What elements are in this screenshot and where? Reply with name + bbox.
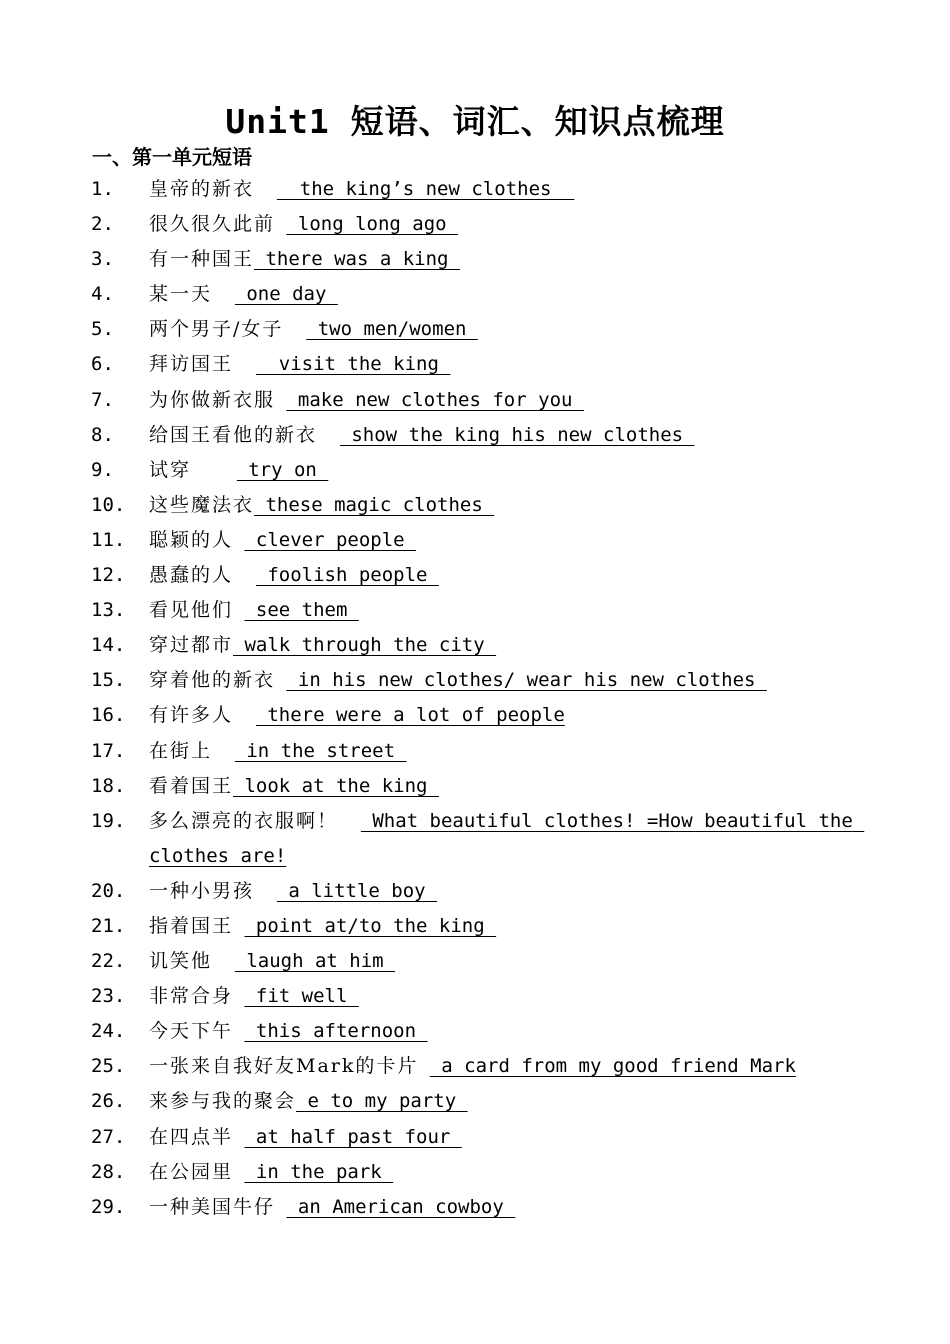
english-answer: there were a lot of people — [255, 704, 565, 727]
english-answer: at half past four — [244, 1125, 462, 1148]
spacer — [275, 1196, 286, 1218]
english-answer: point at/to the king — [244, 914, 497, 937]
item-number: 28. — [91, 1160, 126, 1183]
chinese-phrase: 在公园里 — [149, 1160, 234, 1183]
item-number: 8. — [91, 423, 114, 446]
item-number: 29. — [91, 1195, 126, 1218]
chinese-phrase: 多么漂亮的衣服啊！ — [149, 809, 339, 832]
list-item — [0, 979, 950, 1014]
english-answer: see them — [244, 599, 359, 622]
item-body — [149, 242, 869, 277]
item-body — [149, 734, 869, 769]
chinese-phrase: 有许多人 — [149, 704, 234, 727]
item-body — [149, 1014, 869, 1049]
item-body — [149, 1049, 869, 1084]
spacer — [233, 704, 256, 726]
item-body — [149, 207, 869, 242]
item-number: 7. — [91, 388, 114, 411]
item-number: 10. — [91, 493, 126, 516]
item-number: 20. — [91, 879, 126, 902]
spacer — [212, 950, 235, 972]
item-body — [149, 1084, 869, 1119]
english-answer: this afternoon — [244, 1020, 428, 1043]
spacer — [338, 810, 361, 832]
english-answer: foolish people — [255, 564, 439, 587]
spacer — [418, 1055, 429, 1077]
item-number: 4. — [91, 283, 114, 306]
english-answer: visit the king — [255, 353, 451, 376]
item-number: 23. — [91, 985, 126, 1008]
chinese-phrase: 为你做新衣服 — [149, 388, 276, 411]
item-body — [149, 944, 869, 979]
list-item — [0, 804, 950, 874]
chinese-phrase: 今天下午 — [149, 1020, 234, 1043]
chinese-phrase: 愚蠢的人 — [149, 564, 234, 587]
item-body — [149, 347, 869, 382]
list-item — [0, 453, 950, 488]
list-item — [0, 663, 950, 698]
item-number: 27. — [91, 1125, 126, 1148]
list-item — [0, 312, 950, 347]
list-item — [0, 418, 950, 453]
item-number: 18. — [91, 774, 126, 797]
chinese-phrase: 在四点半 — [149, 1125, 234, 1148]
english-answer: the king’s new clothes — [276, 178, 575, 200]
chinese-phrase: 指着国王 — [149, 914, 234, 937]
list-item — [0, 277, 950, 312]
list-item — [0, 347, 950, 382]
item-body — [149, 418, 869, 453]
item-body — [149, 979, 869, 1014]
spacer — [233, 599, 244, 621]
chinese-phrase: 穿着他的新衣 — [149, 669, 276, 692]
chinese-phrase: 穿过都市 — [149, 634, 234, 657]
list-item — [0, 874, 950, 909]
english-answer: make new clothes for you — [286, 388, 584, 411]
section-heading: 一、第一单元短语 — [92, 145, 252, 169]
spacer — [212, 283, 235, 305]
item-number: 21. — [91, 914, 126, 937]
phrase-list — [0, 172, 950, 1225]
chinese-phrase: 非常合身 — [149, 985, 234, 1008]
spacer — [233, 564, 256, 586]
item-number: 19. — [91, 809, 126, 832]
item-body — [149, 383, 869, 418]
spacer — [233, 915, 244, 937]
chinese-phrase: 在街上 — [149, 739, 213, 762]
chinese-phrase: 这些魔法衣 — [149, 493, 255, 516]
spacer — [275, 213, 286, 235]
english-answer: these magic clothes — [254, 493, 495, 516]
list-item — [0, 909, 950, 944]
item-body — [149, 1190, 869, 1225]
list-item — [0, 523, 950, 558]
english-answer: two men/women — [306, 318, 478, 341]
chinese-phrase: 有一种国王 — [149, 248, 255, 271]
item-number: 2. — [91, 213, 114, 236]
english-answer: look at the king — [233, 774, 439, 797]
item-number: 17. — [91, 739, 126, 762]
chinese-phrase: 讥笑他 — [149, 950, 213, 973]
item-body — [149, 488, 869, 523]
item-number: 13. — [91, 599, 126, 622]
english-answer: fit well — [244, 985, 359, 1008]
english-answer: try on — [236, 458, 329, 481]
item-number: 11. — [91, 528, 126, 551]
item-number: 6. — [91, 353, 114, 376]
item-number: 3. — [91, 248, 114, 271]
list-item — [0, 593, 950, 628]
spacer — [254, 880, 277, 902]
spacer — [233, 529, 244, 551]
english-answer: in the street — [234, 739, 407, 762]
english-answer: What beautiful clothes! =How beautiful the clothes are! — [149, 809, 865, 867]
chinese-phrase: 一张来自我好友Mark的卡片 — [149, 1055, 419, 1078]
item-number: 25. — [91, 1055, 126, 1078]
item-body — [149, 909, 869, 944]
spacer — [254, 178, 277, 200]
list-item — [0, 1120, 950, 1155]
chinese-phrase: 拜访国王 — [149, 353, 234, 376]
item-body — [149, 558, 869, 593]
chinese-phrase: 一种美国牛仔 — [149, 1195, 276, 1218]
spacer — [275, 669, 286, 691]
chinese-phrase: 皇帝的新衣 — [149, 178, 255, 200]
english-answer: e to my party — [296, 1090, 468, 1113]
list-item — [0, 698, 950, 733]
chinese-phrase: 某一天 — [149, 283, 213, 306]
list-item — [0, 558, 950, 593]
list-item — [0, 242, 950, 277]
item-body — [149, 453, 869, 488]
spacer — [283, 318, 306, 340]
spacer — [233, 1020, 244, 1042]
item-number: 5. — [91, 318, 114, 341]
list-item — [0, 628, 950, 663]
list-item — [0, 172, 950, 207]
item-number: 26. — [91, 1090, 126, 1113]
item-number: 12. — [91, 564, 126, 587]
english-answer: in the park — [244, 1160, 394, 1183]
spacer — [233, 1126, 244, 1148]
english-answer: long long ago — [286, 213, 459, 236]
spacer — [212, 740, 235, 762]
item-number: 15. — [91, 669, 126, 692]
chinese-phrase: 看着国王 — [149, 774, 234, 797]
list-item — [0, 1084, 950, 1119]
list-item — [0, 944, 950, 979]
item-body — [149, 663, 869, 698]
english-answer: a little boy — [276, 879, 438, 902]
english-answer: in his new clothes/ wear his new clothes — [286, 669, 767, 692]
chinese-phrase: 很久很久此前 — [149, 213, 276, 236]
page-title: Unit1 短语、词汇、知识点梳理 — [225, 102, 725, 141]
spacer — [233, 1161, 244, 1183]
english-answer: there was a king — [254, 248, 460, 271]
item-body — [149, 804, 869, 874]
list-item — [0, 1014, 950, 1049]
chinese-phrase: 看见他们 — [149, 599, 234, 622]
item-body — [149, 593, 869, 628]
item-number: 9. — [91, 458, 114, 481]
spacer — [233, 985, 244, 1007]
spacer — [191, 459, 237, 481]
item-number: 1. — [91, 178, 114, 200]
chinese-phrase: 试穿 — [149, 458, 192, 481]
list-item — [0, 1049, 950, 1084]
english-answer: show the king his new clothes — [339, 423, 695, 446]
spacer — [275, 389, 286, 411]
item-body — [149, 769, 869, 804]
list-item — [0, 488, 950, 523]
item-body — [149, 874, 869, 909]
spacer — [233, 353, 256, 375]
english-answer: an American cowboy — [286, 1195, 516, 1218]
english-answer: laugh at him — [234, 950, 396, 973]
chinese-phrase: 聪颖的人 — [149, 528, 234, 551]
chinese-phrase: 给国王看他的新衣 — [149, 423, 318, 446]
english-answer: a card from my good friend Mark — [429, 1055, 796, 1078]
english-answer: one day — [234, 283, 338, 306]
list-item — [0, 207, 950, 242]
chinese-phrase: 来参与我的聚会 — [149, 1090, 297, 1113]
item-body — [149, 1155, 869, 1190]
item-body — [149, 1120, 869, 1155]
item-body — [149, 523, 869, 558]
item-body — [149, 698, 869, 733]
item-body — [149, 312, 869, 347]
item-number: 22. — [91, 950, 126, 973]
chinese-phrase: 两个男子/女子 — [149, 318, 284, 341]
item-number: 14. — [91, 634, 126, 657]
list-item — [0, 769, 950, 804]
item-body — [149, 172, 869, 207]
list-item — [0, 1190, 950, 1225]
item-number: 16. — [91, 704, 126, 727]
english-answer: walk through the city — [233, 634, 497, 657]
chinese-phrase: 一种小男孩 — [149, 879, 255, 902]
spacer — [317, 424, 340, 446]
item-number: 24. — [91, 1020, 126, 1043]
list-item — [0, 383, 950, 418]
list-item — [0, 1155, 950, 1190]
item-body — [149, 277, 869, 312]
list-item — [0, 734, 950, 769]
english-answer: clever people — [244, 528, 417, 551]
item-body — [149, 628, 869, 663]
